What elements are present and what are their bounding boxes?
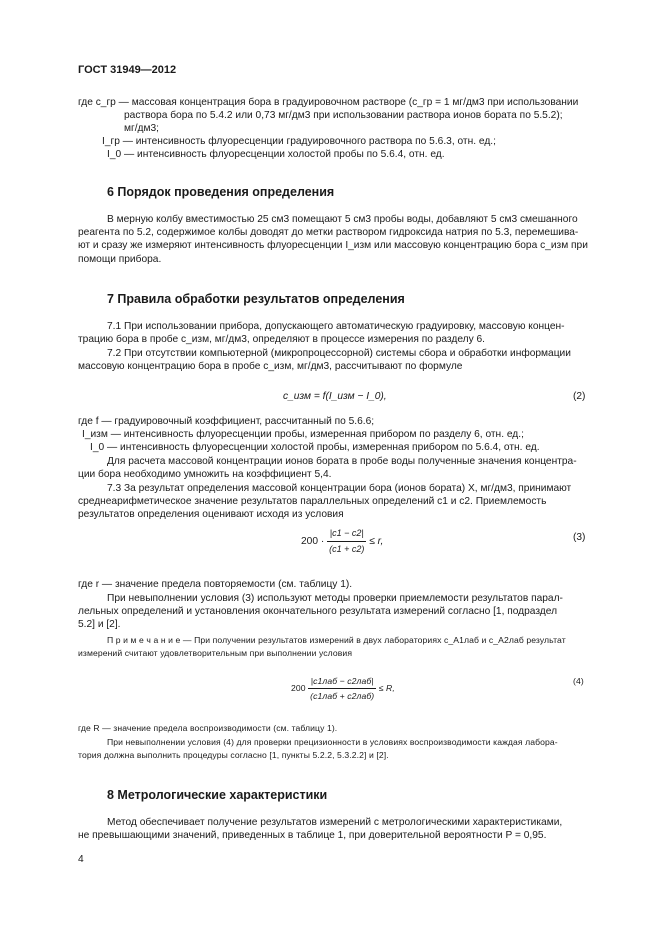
paragraph-line: 7.3 За результат определения массовой концентрации бора (ионов бората) X, мг/дм3, принимают <box>107 483 572 494</box>
formula-3-suffix: ≤ r, <box>369 536 384 548</box>
section-8-title: 8 Метрологические характеристики <box>107 788 328 802</box>
legend-line: I_гр — интенсивность флуоресценции градуировочного раствора по 5.6.3, отн. ед.; <box>102 136 496 147</box>
note-line: измерений считают удовлетворительным при выполнении условия <box>78 648 353 658</box>
formula-3-numerator: |c1 − c2| <box>327 527 366 542</box>
legend-line: где c_гр — массовая концентрация бора в градуировочном растворе (c_гр = 1 мг/дм3 при использовании <box>78 97 579 108</box>
paragraph-line: 7.1 При использовании прибора, допускающего автоматическую градуировку, массовую концен- <box>107 321 565 332</box>
paragraph-line: ции бора необходимо умножить на коэффициент 5,4. <box>78 469 332 480</box>
legend-line: раствора бора по 5.4.2 или 0,73 мг/дм3 при использовании раствора ионов бората по 5.5.2); <box>124 110 563 121</box>
paragraph-line: лельных определений и установления окончательного результата измерений согласно [1, подраздел <box>78 606 558 617</box>
formula-2: c_изм = f(I_изм − I_0), <box>283 391 387 402</box>
legend-line: I_изм — интенсивность флуоресценции пробы, измеренная прибором по разделу 6, отн. ед.; <box>82 429 524 440</box>
paragraph-line: Метод обеспечивает получение результатов измерений с метрологическими характеристиками, <box>107 817 563 828</box>
paragraph-line: В мерную колбу вместимостью 25 см3 помещают 5 см3 пробы воды, добавляют 5 см3 смешанного <box>107 214 578 225</box>
paragraph-line: 7.2 При отсутствии компьютерной (микропроцессорной) системы сбора и обработки информации <box>107 348 571 359</box>
formula-4-number: (4) <box>573 676 584 686</box>
page-number: 4 <box>78 854 84 865</box>
formula-3 <box>301 527 383 556</box>
paragraph-line: массовую концентрацию бора в пробе c_изм, мг/дм3, рассчитывают по формуле <box>78 361 463 372</box>
paragraph-line: результатов определения оценивают исходя из условия <box>78 509 344 520</box>
note-line: При невыполнении условия (4) для проверки прецизионности в условиях воспроизводимости каждая лабора- <box>107 737 558 747</box>
paragraph-line: где r — значение предела повторяемости (см. таблицу 1). <box>78 579 353 590</box>
legend-line: I_0 — интенсивность флуоресценции холостой пробы по 5.6.4, отн. ед. <box>107 149 445 160</box>
note-line: где R — значение предела воспроизводимости (см. таблицу 1). <box>78 723 338 733</box>
legend-line: мг/дм3; <box>124 123 159 134</box>
formula-4 <box>291 675 395 702</box>
formula-3-denominator: (c1 + c2) <box>329 544 365 554</box>
paragraph-line: не превышающими значений, приведенных в таблице 1, при доверительной вероятности P = 0,95. <box>78 830 547 841</box>
paragraph-line: среднеарифметическое значение результатов параллельных определений c1 и c2. Приемлемость <box>78 496 547 507</box>
formula-2-number: (2) <box>573 391 586 402</box>
formula-3-prefix: 200 · <box>301 536 325 548</box>
paragraph-line: помощи прибора. <box>78 254 162 265</box>
formula-3-number: (3) <box>573 532 586 543</box>
paragraph-line: При невыполнении условия (3) используют методы проверки приемлемости результатов парал- <box>107 593 563 604</box>
formula-4-fraction <box>308 675 376 702</box>
section-7-title: 7 Правила обработки результатов определения <box>107 292 405 306</box>
note-line: П р и м е ч а н и е — При получении результатов измерений в двух лабораториях c_А1лаб и c_А2лаб результат <box>107 635 566 645</box>
formula-4-numerator: |c1лаб − c2лаб| <box>308 675 376 689</box>
legend-line: где f — градуировочный коэффициент, рассчитанный по 5.6.6; <box>78 416 375 427</box>
formula-4-denominator: (c1лаб + c2лаб) <box>310 691 375 701</box>
section-6-title: 6 Порядок проведения определения <box>107 185 335 199</box>
paragraph-line: 5.2] и [2]. <box>78 619 121 630</box>
paragraph-line: Для расчета массовой концентрации ионов бората в пробе воды полученные значения концентра- <box>107 456 577 467</box>
document-header: ГОСТ 31949—2012 <box>78 64 177 76</box>
formula-4-suffix: ≤ R, <box>378 682 395 693</box>
paragraph-line: трацию бора в пробе c_изм, мг/дм3, определяют в процессе измерения по разделу 6. <box>78 334 486 345</box>
paragraph-line: реагента по 5.2, содержимое колбы доводят до метки раствором гидроксида натрия по 5.3, перемешива- <box>78 227 579 238</box>
paragraph-line: ют и сразу же измеряют интенсивность флуоресценции I_изм или массовую концентрацию бора c_изм при <box>78 240 588 251</box>
note-line: тория должна выполнить процедуры согласно [1, пункты 5.2.2, 5.3.2.2] и [2]. <box>78 750 389 760</box>
legend-line: I_0 — интенсивность флуоресценции холостой пробы, измеренная прибором по 5.6.4, отн. ед. <box>90 442 540 453</box>
formula-4-prefix: 200 <box>291 682 306 693</box>
formula-3-fraction <box>327 527 366 556</box>
